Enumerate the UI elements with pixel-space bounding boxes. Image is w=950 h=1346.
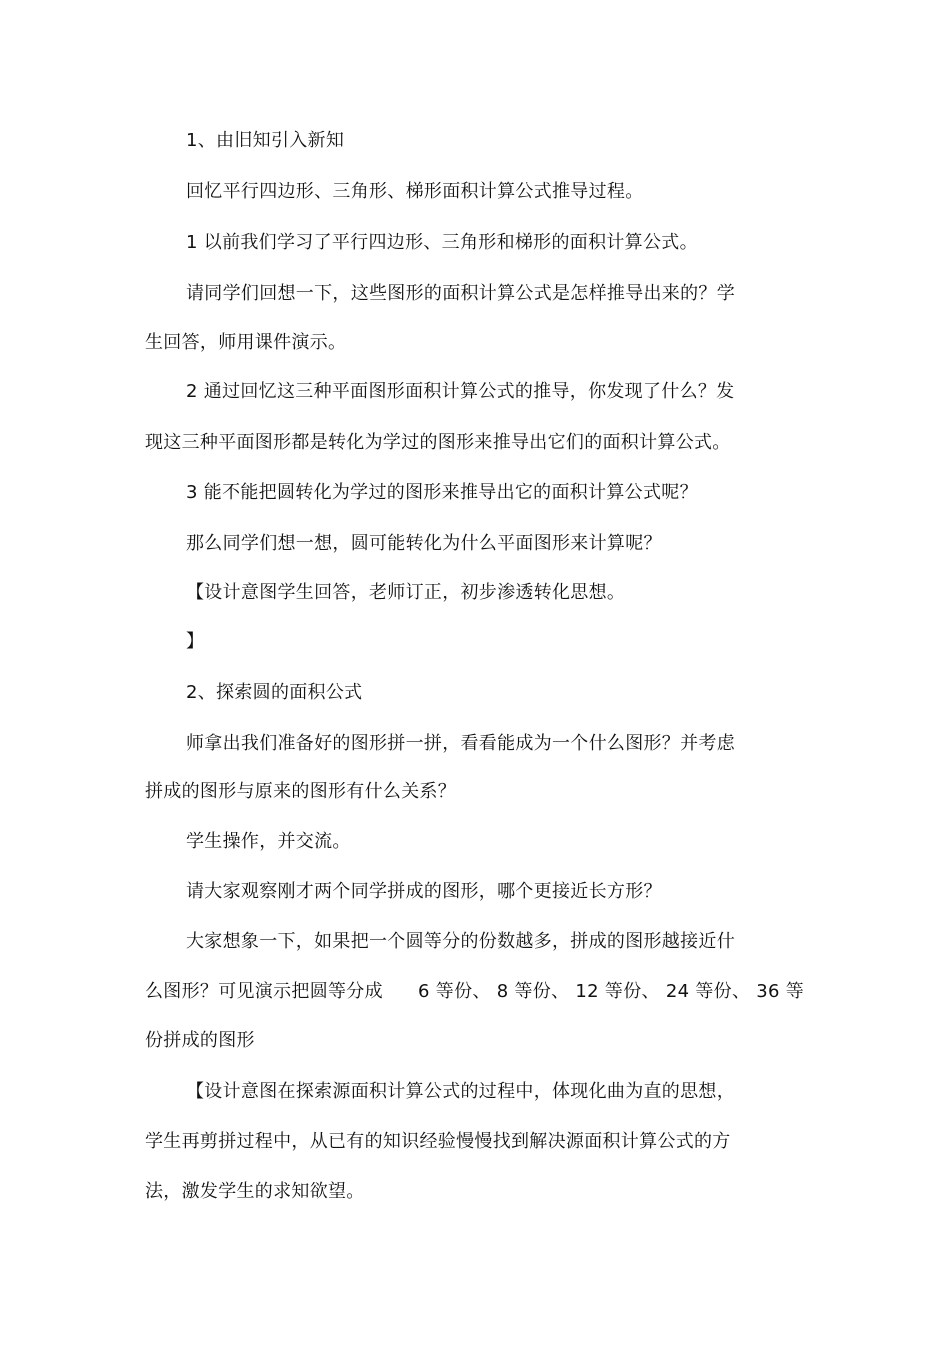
paragraph: 1 以前我们学习了平行四边形、三角形和梯形的面积计算公式。 xyxy=(186,232,698,253)
paragraph-continuation: 法，激发学生的求知欲望。 xyxy=(145,1181,365,1202)
paragraph: 大家想象一下，如果把一个圆等分的份数越多，拼成的图形越接近什 xyxy=(186,931,735,952)
paragraph: 师拿出我们准备好的图形拼一拼，看看能成为一个什么图形？并考虑 xyxy=(186,733,735,754)
paragraph-continuation: 现这三种平面图形都是转化为学过的图形来推导出它们的面积计算公式。 xyxy=(145,432,731,453)
design-intent-note: 【设计意图在探索源面积计算公式的过程中，体现化曲为直的思想， xyxy=(186,1081,735,1102)
line-segment: 么图形？可见演示把圆等分成 xyxy=(145,981,383,1002)
line-segment: 6 等份、 8 等份、 12 等份、 24 等份、 36 等 xyxy=(418,981,805,1002)
design-intent-note: 【设计意图学生回答，老师订正，初步渗透转化思想。 xyxy=(186,582,626,603)
paragraph: 学生操作，并交流。 xyxy=(186,831,351,852)
paragraph: 回忆平行四边形、三角形、梯形面积计算公式推导过程。 xyxy=(186,181,644,202)
closing-bracket: 】 xyxy=(186,631,205,652)
paragraph: 2 通过回忆这三种平面图形面积计算公式的推导，你发现了什么？发 xyxy=(186,381,735,402)
paragraph: 请同学们回想一下，这些图形的面积计算公式是怎样推导出来的？学 xyxy=(186,283,735,304)
paragraph: 请大家观察刚才两个同学拼成的图形，哪个更接近长方形？ xyxy=(186,881,662,902)
section-heading-1: 1、由旧知引入新知 xyxy=(186,130,345,151)
paragraph-continuation: 份拼成的图形 xyxy=(145,1030,255,1051)
paragraph: 那么同学们想一想，圆可能转化为什么平面图形来计算呢？ xyxy=(186,533,662,554)
paragraph-continuation: 学生再剪拼过程中，从已有的知识经验慢慢找到解决源面积计算公式的方 xyxy=(145,1131,731,1152)
paragraph-continuation: 拼成的图形与原来的图形有什么关系？ xyxy=(145,781,457,802)
paragraph: 3 能不能把圆转化为学过的图形来推导出它的面积计算公式呢？ xyxy=(186,482,698,503)
paragraph-continuation xyxy=(145,979,825,1005)
section-heading-2: 2、探索圆的面积公式 xyxy=(186,682,363,703)
paragraph-continuation: 生回答，师用课件演示。 xyxy=(145,332,347,353)
